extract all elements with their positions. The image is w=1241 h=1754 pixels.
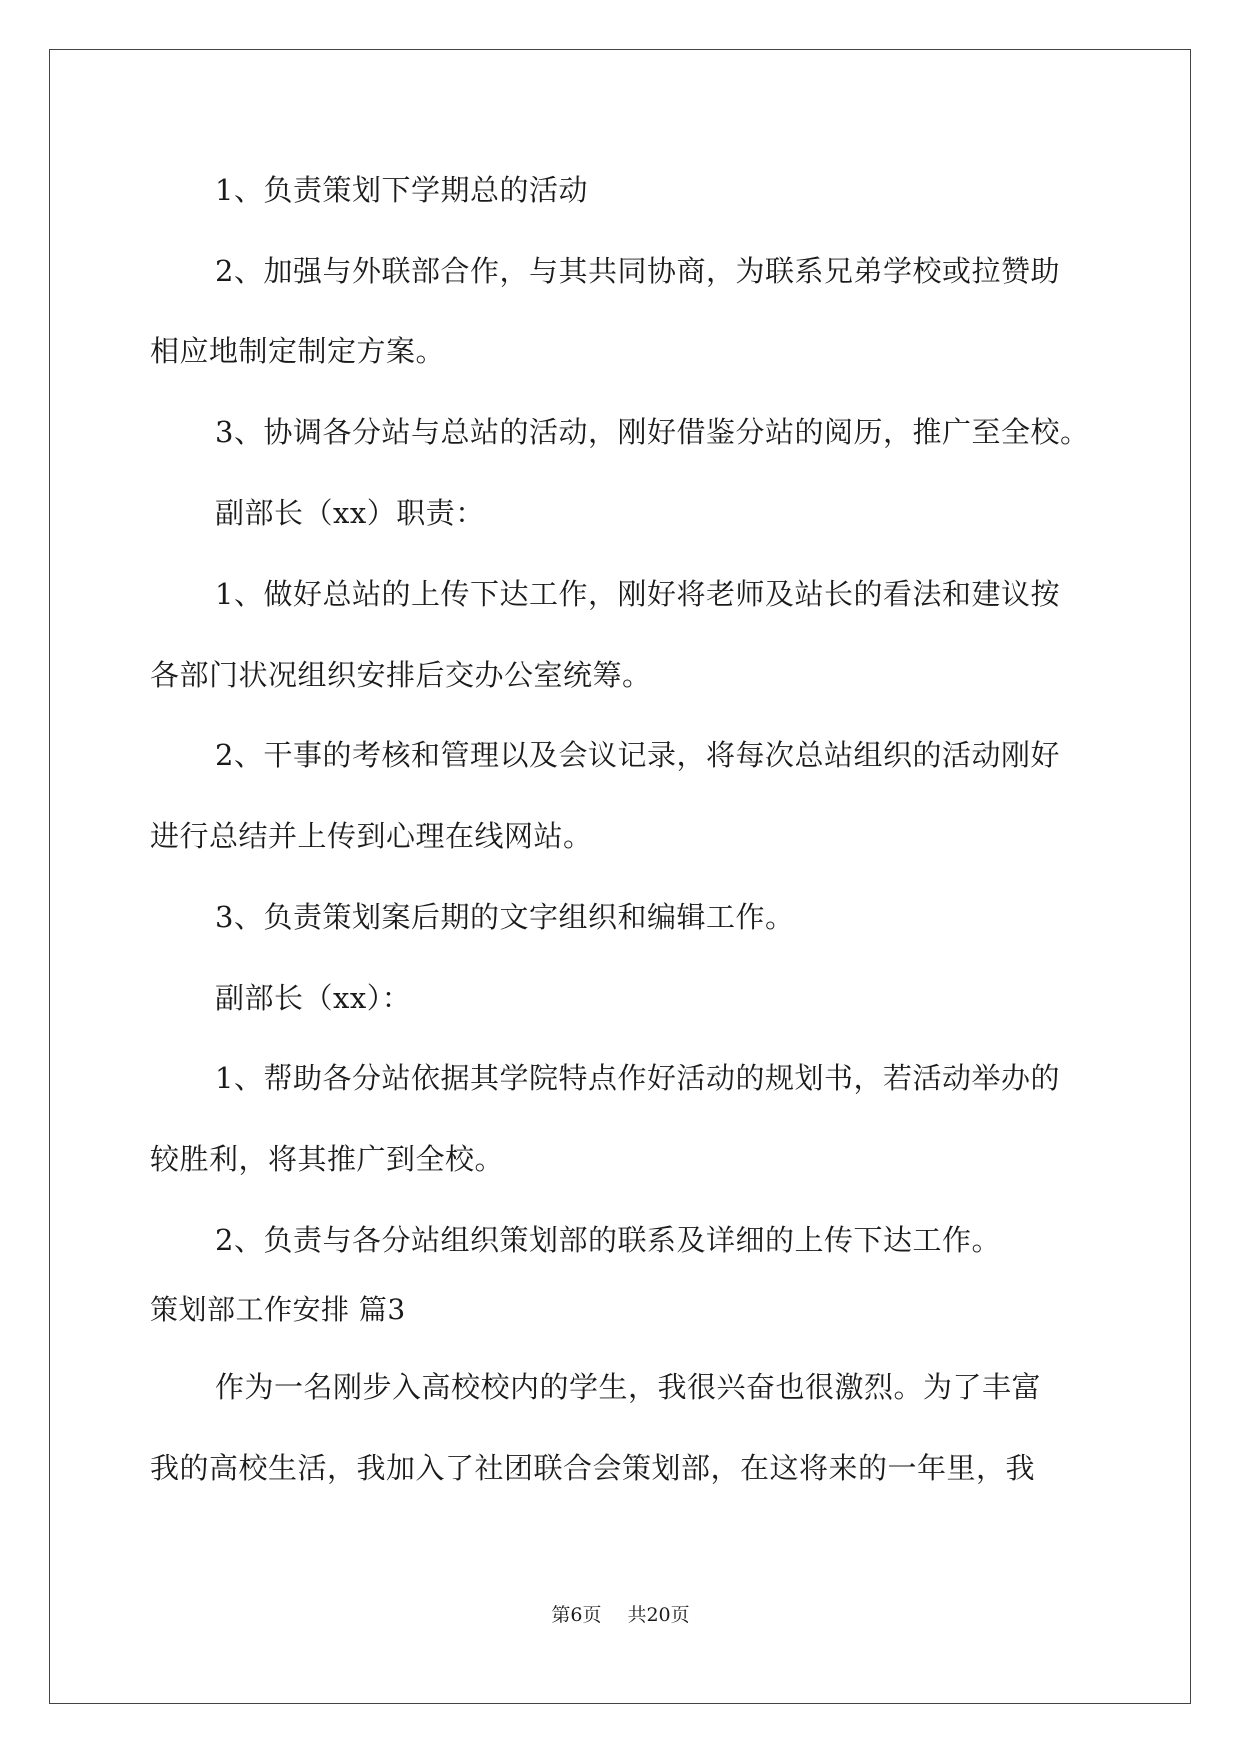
paragraph-line: 1、帮助各分站依据其学院特点作好活动的规划书，若活动举办的 [215,1061,1060,1095]
paragraph-line: 各部门状况组织安排后交办公室统筹。 [150,658,652,692]
paragraph-line: 较胜利，将其推广到全校。 [150,1142,505,1176]
paragraph-line: 2、加强与外联部合作，与其共同协商，为联系兄弟学校或拉赞助 [215,254,1060,288]
paragraph-line: 我的高校生活，我加入了社团联合会策划部，在这将来的一年里，我 [150,1451,1036,1485]
page-total: 共20页 [627,1604,690,1626]
page-footer [0,1603,1241,1627]
paragraph-line: 3、协调各分站与总站的活动，刚好借鉴分站的阅历，推广至全校。 [215,415,1090,449]
paragraph-line: 作为一名刚步入高校校内的学生，我很兴奋也很激烈。为了丰富 [215,1370,1042,1404]
paragraph-line: 副部长（xx）职责： [215,496,485,530]
paragraph-line: 副部长（xx）： [215,981,412,1015]
page-number: 第6页 [551,1604,602,1626]
paragraph-line: 2、负责与各分站组织策划部的联系及详细的上传下达工作。 [215,1223,1001,1257]
paragraph-line: 相应地制定制定方案。 [150,334,446,368]
paragraph-line: 1、做好总站的上传下达工作，刚好将老师及站长的看法和建议按 [215,577,1060,611]
section-heading: 策划部工作安排 篇3 [150,1293,406,1326]
paragraph-line: 进行总结并上传到心理在线网站。 [150,819,593,853]
paragraph-line: 1、负责策划下学期总的活动 [215,173,588,207]
paragraph-line: 3、负责策划案后期的文字组织和编辑工作。 [215,900,795,934]
paragraph-line: 2、干事的考核和管理以及会议记录，将每次总站组织的活动刚好 [215,738,1060,772]
